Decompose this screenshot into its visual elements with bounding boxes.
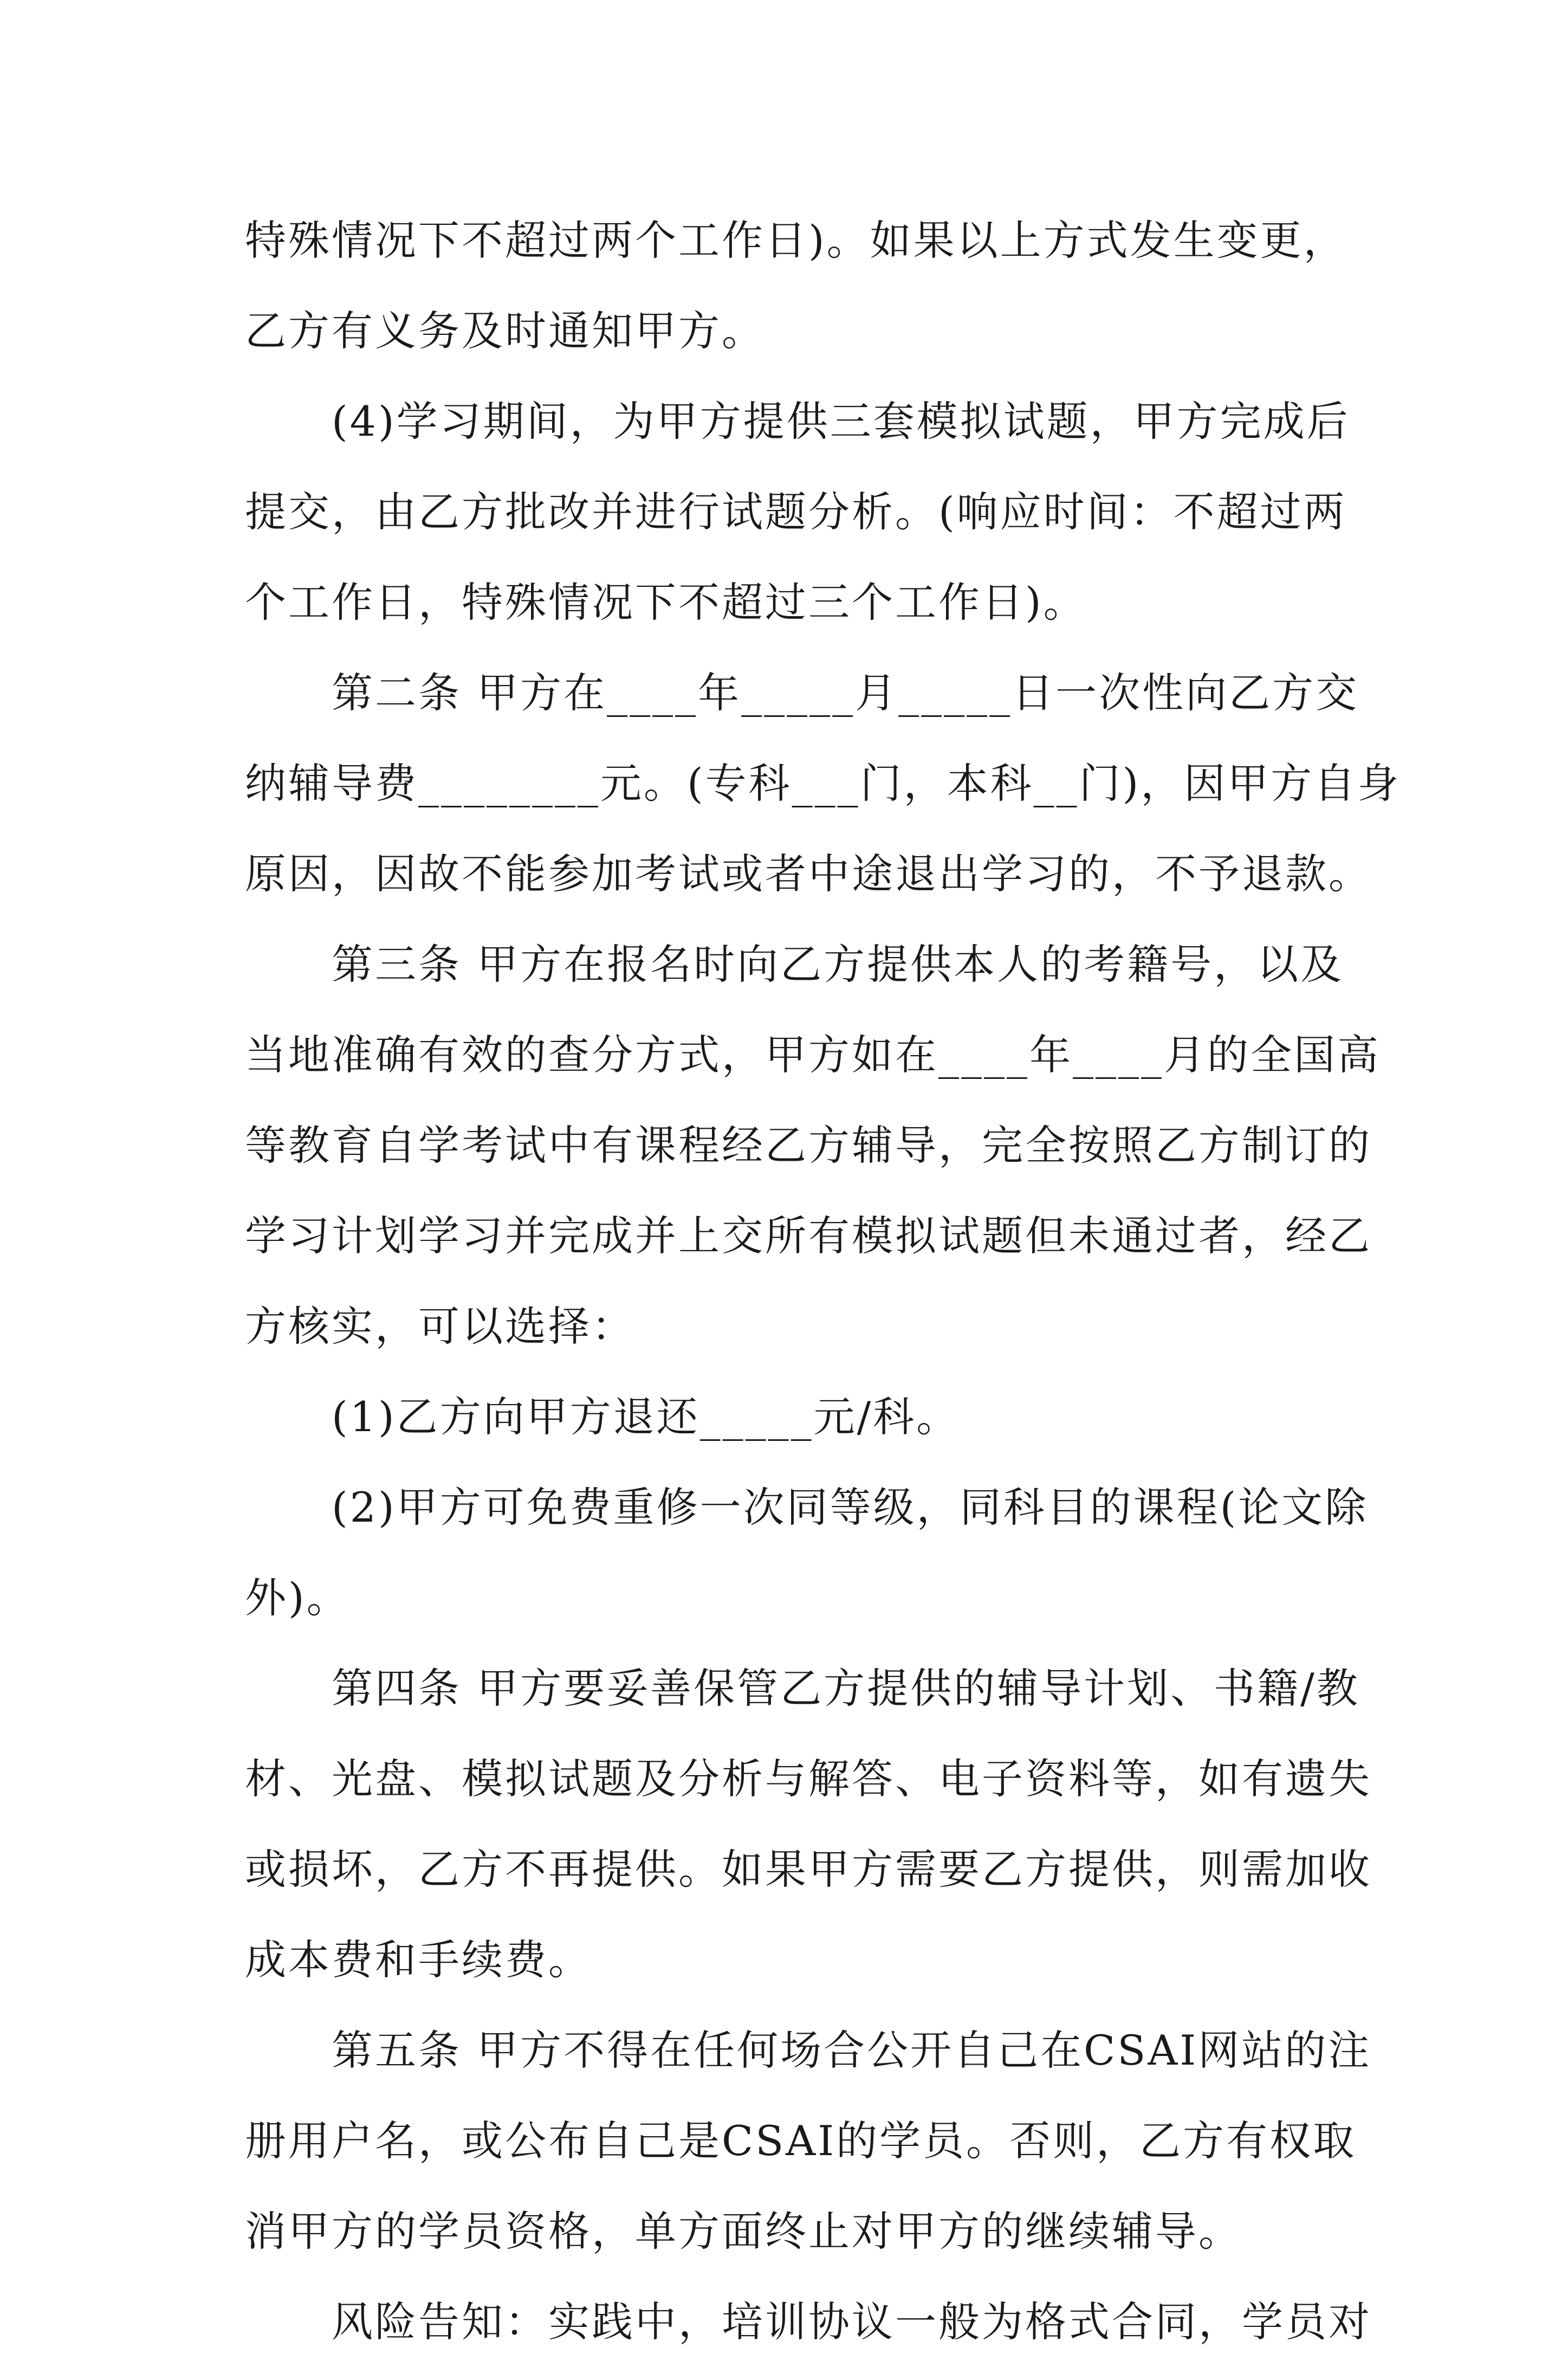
text-line: 第三条 甲方在报名时向乙方提供本人的考籍号，以及 xyxy=(245,940,1344,988)
text-line: 方核实，可以选择： xyxy=(245,1302,635,1350)
text-line: (4)学习期间，为甲方提供三套模拟试题，甲方完成后 xyxy=(245,397,1350,445)
text-line: (1)乙方向甲方退还_____元/科。 xyxy=(245,1393,960,1441)
text-line: 原因，因故不能参加考试或者中途退出学习的，不予退款。 xyxy=(245,850,1372,898)
text-line: 风险告知：实践中，培训协议一般为格式合同，学员对 xyxy=(245,2298,1372,2346)
text-line: 乙方有义务及时通知甲方。 xyxy=(245,307,765,355)
text-line: 纳辅导费________元。(专科___门，本科__门)，因甲方自身 xyxy=(245,759,1401,807)
text-line: 消甲方的学员资格，单方面终止对甲方的继续辅导。 xyxy=(245,2207,1242,2255)
text-line: 成本费和手续费。 xyxy=(245,1936,592,1984)
text-line: 第二条 甲方在____年_____月_____日一次性向乙方交 xyxy=(245,669,1359,717)
text-line: 特殊情况下不超过两个工作日)。如果以上方式发生变更， xyxy=(245,216,1347,264)
text-line: (2)甲方可免费重修一次同等级，同科目的课程(论文除 xyxy=(245,1483,1369,1531)
text-line: 材、光盘、模拟试题及分析与解答、电子资料等，如有遗失 xyxy=(245,1755,1372,1803)
text-line: 册用户名，或公布自己是CSAI的学员。否则，乙方有权取 xyxy=(245,2117,1357,2165)
document-body xyxy=(245,195,1401,2367)
text-line: 当地准确有效的查分方式，甲方如在____年____月的全国高 xyxy=(245,1031,1381,1079)
text-line: 外)。 xyxy=(245,1574,350,1622)
text-line: 第五条 甲方不得在任何场合公开自己在CSAI网站的注 xyxy=(245,2026,1372,2074)
text-line: 或损坏，乙方不再提供。如果甲方需要乙方提供，则需加收 xyxy=(245,1845,1372,1893)
text-line: 学习计划学习并完成并上交所有模拟试题但未通过者，经乙 xyxy=(245,1212,1372,1260)
text-line: 等教育自学考试中有课程经乙方辅导，完全按照乙方制订的 xyxy=(245,1121,1372,1169)
text-line: 提交，由乙方批改并进行试题分析。(响应时间：不超过两 xyxy=(245,488,1347,536)
text-line: 第四条 甲方要妥善保管乙方提供的辅导计划、书籍/教 xyxy=(245,1664,1360,1712)
text-line: 个工作日，特殊情况下不超过三个工作日)。 xyxy=(245,578,1087,626)
